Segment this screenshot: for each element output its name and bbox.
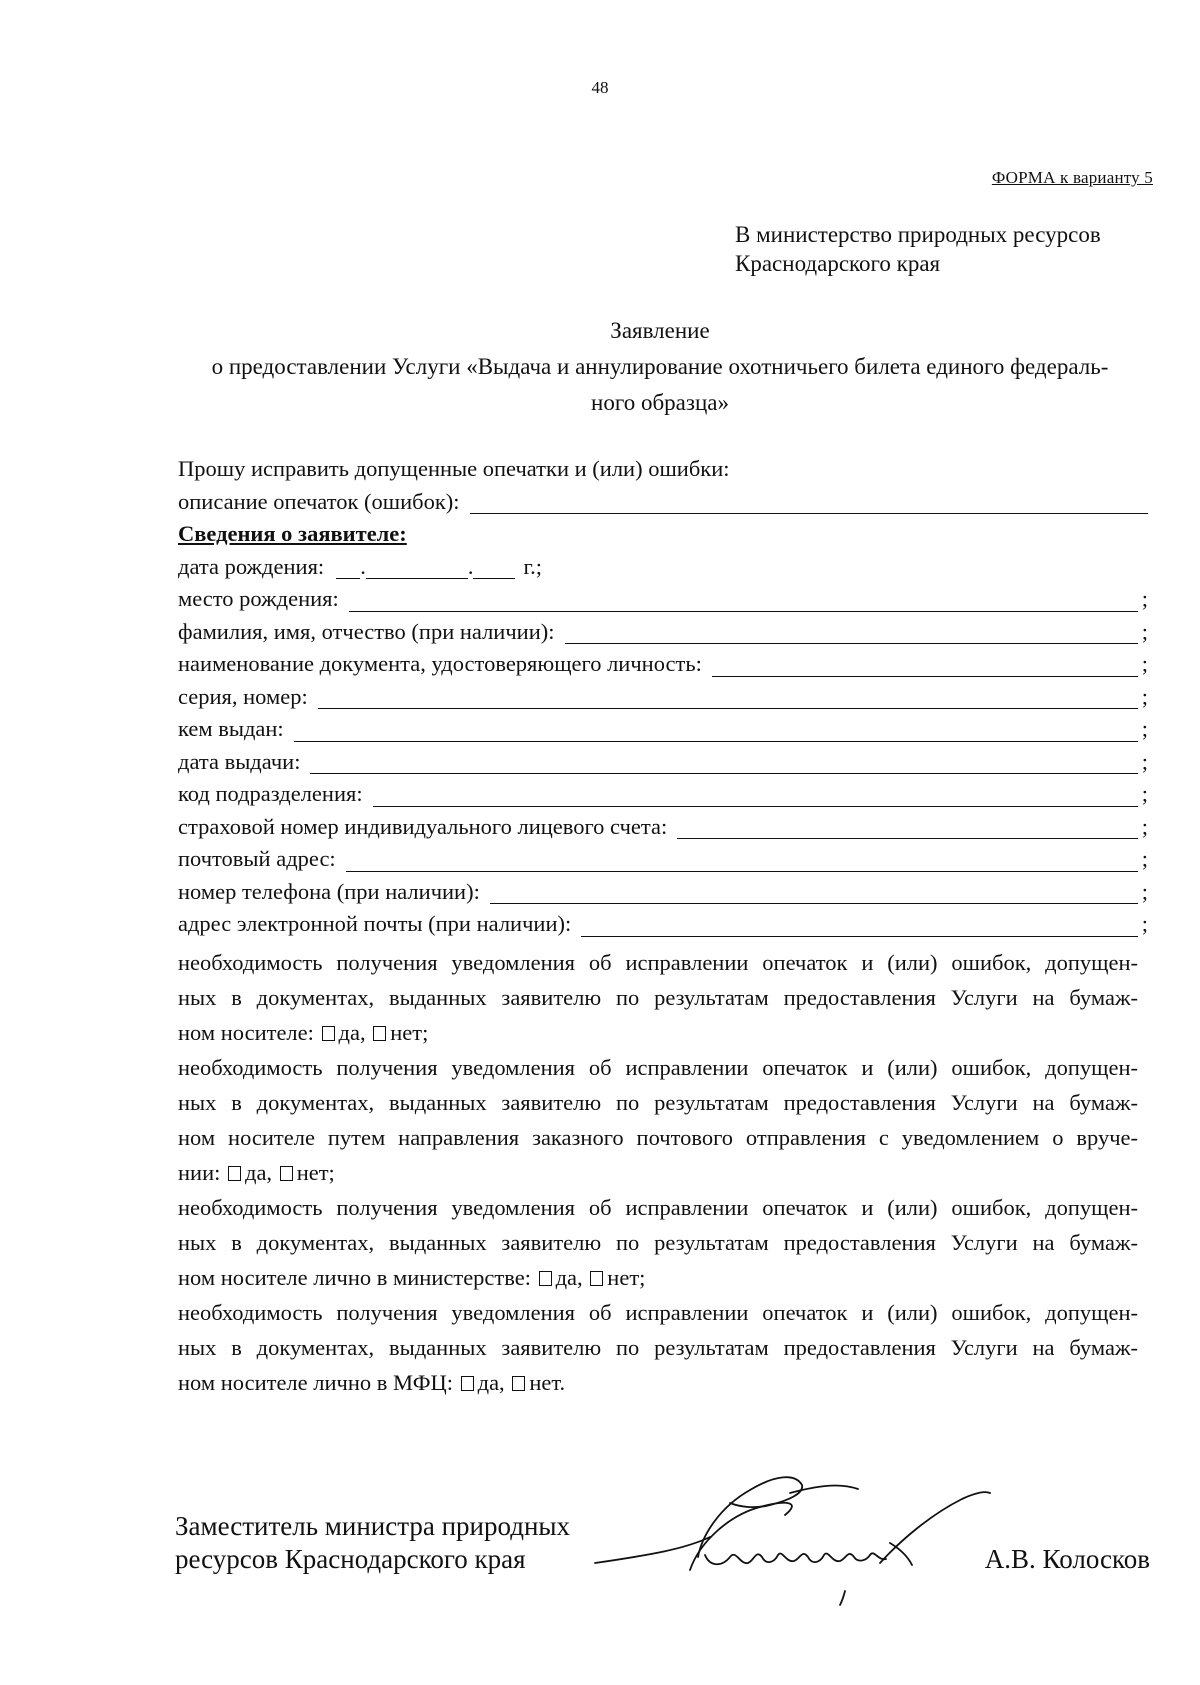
field-input[interactable] bbox=[677, 818, 1138, 839]
field-terminator: ; bbox=[1141, 618, 1148, 644]
birth-year-field[interactable] bbox=[473, 558, 515, 579]
field-label: кем выдан: bbox=[178, 716, 284, 741]
field-label: страховой номер индивидуального лицевого счета: bbox=[178, 813, 668, 839]
paragraph-line: ном носителе лично в МФЦ: bbox=[178, 1369, 453, 1395]
errors-description-field[interactable] bbox=[470, 493, 1148, 514]
field-terminator: ; bbox=[1141, 683, 1148, 709]
paragraph-line: ном носителе: bbox=[178, 1019, 314, 1045]
field-label: номер телефона (при наличии): bbox=[178, 878, 480, 904]
applicant-field-row bbox=[178, 715, 1148, 748]
birth-date-separator-1: . bbox=[360, 553, 366, 579]
signer-position bbox=[175, 1510, 570, 1576]
addressee-line-1: В министерство природных ресурсов bbox=[735, 222, 1101, 247]
notification-options bbox=[178, 945, 1148, 1400]
applicant-field-row bbox=[178, 910, 1148, 943]
title-line-2: ного образца» bbox=[591, 390, 729, 415]
applicant-field-row bbox=[178, 585, 1148, 618]
birth-month-field[interactable] bbox=[366, 558, 468, 579]
no-label: нет; bbox=[390, 1019, 429, 1045]
title-line-1: о предоставлении Услуги «Выдача и аннулирование охотничьего билета единого федераль- bbox=[211, 354, 1109, 379]
field-label: адрес электронной почты (при наличии): bbox=[178, 911, 572, 936]
addressee-line-2: Краснодарского края bbox=[735, 251, 941, 276]
notification-paragraph bbox=[178, 1190, 1138, 1295]
paragraph-line: нии: bbox=[178, 1159, 221, 1185]
applicant-field-row bbox=[178, 748, 1148, 781]
page-number: 48 bbox=[591, 78, 609, 97]
signer-position-line-2: ресурсов Краснодарского края bbox=[175, 1544, 526, 1574]
paragraph-last-line bbox=[178, 1365, 1138, 1400]
paragraph-line: ных в документах, выданных заявителю по результатам предоставления Услуги на бумаж- bbox=[178, 1089, 1138, 1115]
birth-date-row bbox=[178, 553, 1148, 586]
applicant-field-row bbox=[178, 650, 1148, 683]
paragraph-line: ных в документах, выданных заявителю по результатам предоставления Услуги на бумаж- bbox=[178, 1334, 1138, 1360]
addressee-block bbox=[735, 220, 1101, 278]
applicant-field-row bbox=[178, 845, 1148, 878]
field-input[interactable] bbox=[318, 688, 1138, 709]
paragraph-line: необходимость получения уведомления об исправлении опечаток и (или) ошибок, допущен- bbox=[178, 1299, 1138, 1325]
applicant-field-row bbox=[178, 780, 1148, 813]
birth-day-field[interactable] bbox=[336, 558, 360, 579]
yes-label: да, bbox=[555, 1264, 583, 1290]
applicant-field-row bbox=[178, 683, 1148, 716]
notification-paragraph bbox=[178, 1295, 1138, 1400]
checkbox-yes[interactable] bbox=[228, 1166, 241, 1181]
applicant-fields bbox=[178, 585, 1148, 943]
notification-paragraph bbox=[178, 1050, 1138, 1190]
signer-name: А.В. Колосков bbox=[984, 1544, 1150, 1574]
field-terminator: ; bbox=[1141, 813, 1148, 839]
field-terminator: ; bbox=[1141, 911, 1148, 936]
applicant-field-row bbox=[178, 878, 1148, 911]
field-terminator: ; bbox=[1141, 846, 1148, 871]
field-input[interactable] bbox=[581, 916, 1138, 937]
checkbox-yes[interactable] bbox=[461, 1376, 474, 1391]
no-label: нет; bbox=[296, 1159, 335, 1185]
notification-paragraph bbox=[178, 945, 1138, 1050]
birth-date-suffix: г.; bbox=[523, 553, 543, 579]
paragraph-last-line bbox=[178, 1015, 1138, 1050]
checkbox-no[interactable] bbox=[512, 1376, 525, 1391]
field-input[interactable] bbox=[310, 753, 1137, 774]
field-terminator: ; bbox=[1141, 748, 1148, 774]
document-title bbox=[180, 313, 1140, 421]
no-label: нет; bbox=[607, 1264, 646, 1290]
field-label: место рождения: bbox=[178, 586, 339, 611]
applicant-heading: Сведения о заявителе: bbox=[178, 521, 407, 546]
field-label: дата выдачи: bbox=[178, 748, 301, 774]
applicant-heading-row bbox=[178, 520, 1148, 553]
field-input[interactable] bbox=[373, 786, 1138, 807]
yes-label: да, bbox=[477, 1369, 505, 1395]
birth-date-separator-2: . bbox=[467, 553, 474, 579]
field-input[interactable] bbox=[346, 851, 1138, 872]
paragraph-line: ных в документах, выданных заявителю по результатам предоставления Услуги на бумаж- bbox=[178, 1229, 1138, 1255]
yes-label: да, bbox=[338, 1019, 366, 1045]
birth-date-label: дата рождения: bbox=[178, 553, 325, 579]
field-terminator: ; bbox=[1141, 716, 1148, 741]
field-input[interactable] bbox=[490, 883, 1138, 904]
checkbox-no[interactable] bbox=[280, 1166, 293, 1181]
field-label: код подразделения: bbox=[178, 781, 363, 806]
request-text: Прошу исправить допущенные опечатки и (или) ошибки: bbox=[178, 456, 730, 481]
field-input[interactable] bbox=[294, 721, 1138, 742]
field-terminator: ; bbox=[1141, 586, 1148, 611]
field-terminator: ; bbox=[1141, 651, 1148, 676]
field-label: наименование документа, удостоверяющего личность: bbox=[178, 651, 702, 676]
applicant-field-row bbox=[178, 618, 1148, 651]
field-label: серия, номер: bbox=[178, 683, 308, 709]
form-variant-label: ФОРМА к варианту 5 bbox=[991, 168, 1153, 187]
paragraph-line: ных в документах, выданных заявителю по результатам предоставления Услуги на бумаж- bbox=[178, 984, 1138, 1010]
checkbox-yes[interactable] bbox=[322, 1026, 335, 1041]
field-label: фамилия, имя, отчество (при наличии): bbox=[178, 618, 555, 644]
paragraph-line: необходимость получения уведомления об исправлении опечаток и (или) ошибок, допущен- bbox=[178, 949, 1138, 975]
paragraph-line: ном носителе путем направления заказного почтового отправления с уведомлением о вруче- bbox=[178, 1124, 1138, 1150]
field-input[interactable] bbox=[712, 656, 1138, 677]
errors-description-row bbox=[178, 488, 1148, 521]
handwritten-signature bbox=[590, 1445, 1050, 1615]
field-input[interactable] bbox=[565, 623, 1138, 644]
paragraph-last-line bbox=[178, 1155, 1138, 1190]
field-terminator: ; bbox=[1141, 781, 1148, 806]
field-terminator: ; bbox=[1141, 878, 1148, 904]
checkbox-yes[interactable] bbox=[539, 1271, 552, 1286]
paragraph-line: необходимость получения уведомления об исправлении опечаток и (или) ошибок, допущен- bbox=[178, 1054, 1138, 1080]
paragraph-line: необходимость получения уведомления об исправлении опечаток и (или) ошибок, допущен- bbox=[178, 1194, 1138, 1220]
field-label: почтовый адрес: bbox=[178, 846, 336, 871]
signer-position-line-1: Заместитель министра природных bbox=[175, 1511, 571, 1541]
title-heading: Заявление bbox=[610, 318, 710, 343]
request-line bbox=[178, 455, 1148, 488]
applicant-field-row bbox=[178, 813, 1148, 846]
yes-label: да, bbox=[245, 1159, 273, 1185]
errors-description-label: описание опечаток (ошибок): bbox=[178, 488, 460, 514]
form-body bbox=[178, 455, 1148, 1400]
no-label: нет. bbox=[529, 1369, 566, 1395]
paragraph-last-line bbox=[178, 1260, 1138, 1295]
checkbox-no[interactable] bbox=[373, 1026, 386, 1041]
paragraph-line: ном носителе лично в министерстве: bbox=[178, 1264, 531, 1290]
checkbox-no[interactable] bbox=[590, 1271, 603, 1286]
field-input[interactable] bbox=[349, 591, 1138, 612]
